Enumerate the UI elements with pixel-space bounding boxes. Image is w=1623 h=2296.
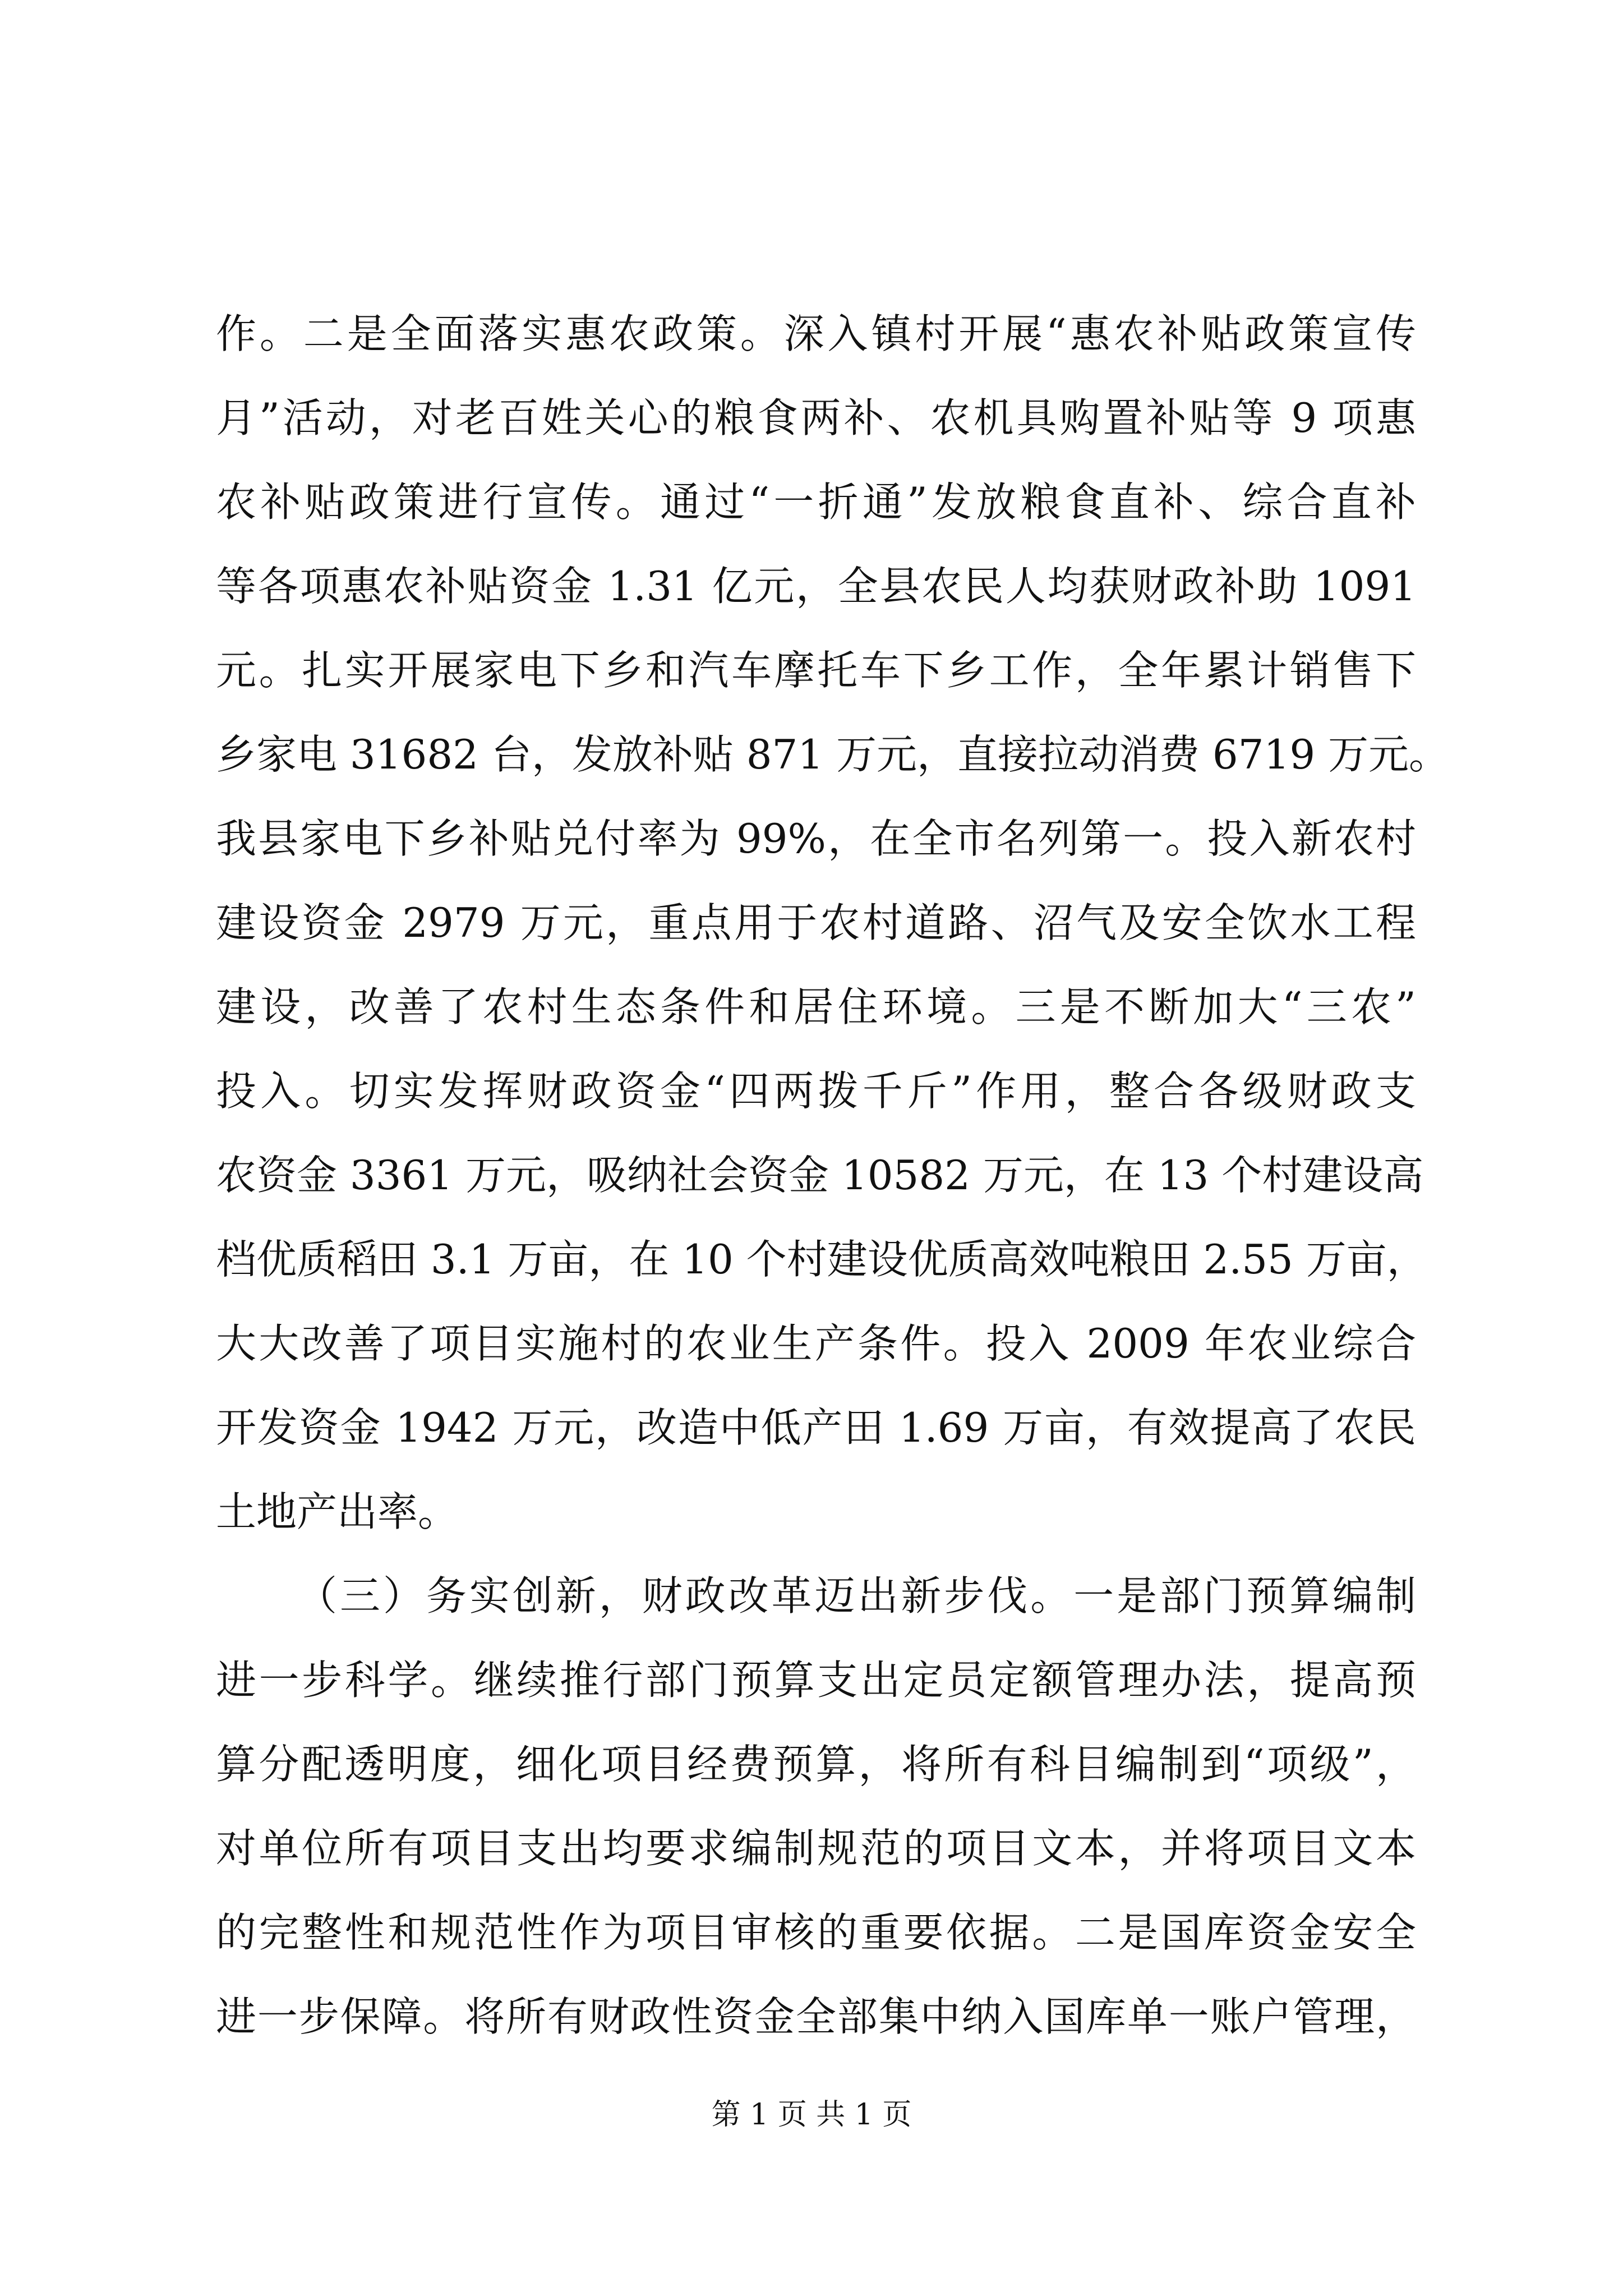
- text-line: 的完整性和规范性作为项目审核的重要依据。二是国库资金安全: [216, 1909, 1416, 1956]
- text-line: 农补贴政策进行宣传。通过“一折通”发放粮食直补、综合直补: [216, 478, 1416, 526]
- page-footer: 第 1 页 共 1 页: [711, 2098, 912, 2132]
- paragraph-1: [216, 292, 1450, 1554]
- text-line: 元。扎实开展家电下乡和汽车摩托车下乡工作，全年累计销售下: [216, 647, 1416, 694]
- text-line: 作。二是全面落实惠农政策。深入镇村开展“惠农补贴政策宣传: [216, 310, 1416, 357]
- text-line: 我县家电下乡补贴兑付率为 99%，在全市名列第一。投入新农村: [216, 815, 1416, 862]
- text-line: 建设资金 2979 万元，重点用于农村道路、沼气及安全饮水工程: [216, 899, 1416, 946]
- text-line: 建设，改善了农村生态条件和居住环境。三是不断加大“三农”: [216, 983, 1416, 1030]
- text-line: 大大改善了项目实施村的农业生产条件。投入 2009 年农业综合: [216, 1320, 1416, 1367]
- text-line: 开发资金 1942 万元，改造中低产田 1.69 万亩，有效提高了农民: [216, 1404, 1416, 1451]
- text-line: 进一步科学。继续推行部门预算支出定员定额管理办法，提高预: [216, 1657, 1416, 1704]
- text-line: 档优质稻田 3.1 万亩，在 10 个村建设优质高效吨粮田 2.55 万亩，: [216, 1236, 1427, 1283]
- text-line: 进一步保障。将所有财政性资金全部集中纳入国库单一账户管理，: [216, 1993, 1416, 2040]
- text-line: 等各项惠农补贴资金 1.31 亿元，全县农民人均获财政补助 1091: [216, 563, 1416, 610]
- text-line: 算分配透明度，细化项目经费预算，将所有科目编制到“项级”，: [216, 1741, 1416, 1788]
- document-body: [216, 292, 1450, 2059]
- text-line: 农资金 3361 万元，吸纳社会资金 10582 万元，在 13 个村建设高: [216, 1152, 1424, 1199]
- text-line: （三）务实创新，财政改革迈出新步伐。一是部门预算编制: [297, 1572, 1416, 1619]
- text-line: 月”活动，对老百姓关心的粮食两补、农机具购置补贴等 9 项惠: [216, 394, 1416, 441]
- text-line: 乡家电 31682 台，发放补贴 871 万元，直接拉动消费 6719 万元。: [216, 731, 1450, 778]
- paragraph-2: [216, 1554, 1416, 2059]
- text-line: 土地产出率。: [216, 1488, 459, 1535]
- text-line: 投入。切实发挥财政资金“四两拨千斤”作用，整合各级财政支: [216, 1068, 1416, 1115]
- text-line: 对单位所有项目支出均要求编制规范的项目文本，并将项目文本: [216, 1825, 1416, 1872]
